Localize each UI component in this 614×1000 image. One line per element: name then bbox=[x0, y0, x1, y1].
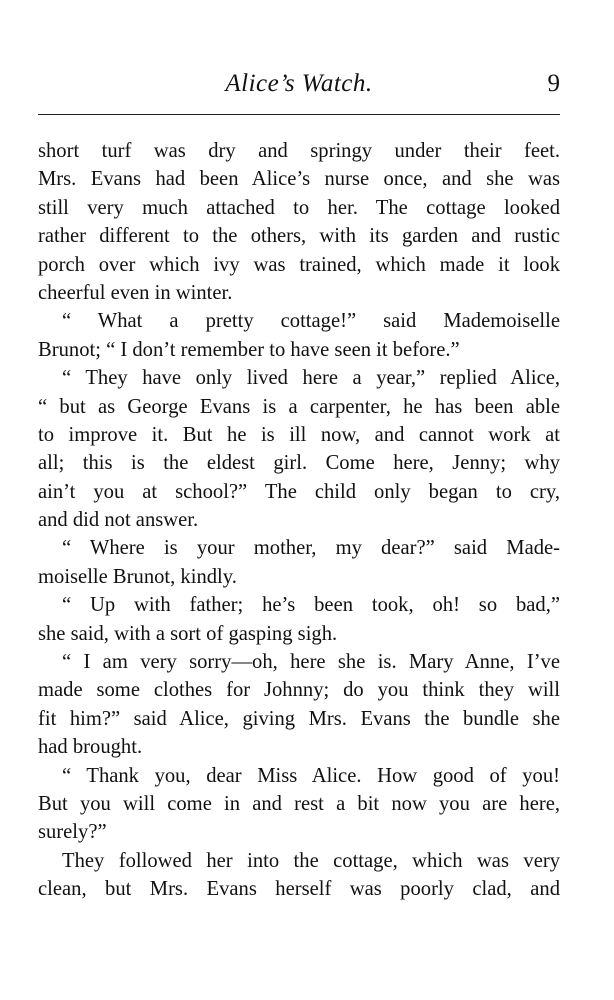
text-line: all; this is the eldest girl. Come here, Jenny; why bbox=[38, 452, 560, 475]
running-title: Alice’s Watch. bbox=[225, 70, 373, 97]
text-line: clean, but Mrs. Evans herself was poorly clad, and bbox=[38, 878, 560, 901]
body-text bbox=[38, 137, 560, 904]
text-line: ain’t you at school?” The child only began to cry, bbox=[38, 480, 560, 503]
text-line: rather different to the others, with its garden and rustic bbox=[38, 225, 560, 248]
page-number: 9 bbox=[547, 70, 560, 97]
text-line: Mrs. Evans had been Alice’s nurse once, and she was bbox=[38, 168, 560, 191]
text-line: to improve it. But he is ill now, and cannot work at bbox=[38, 423, 560, 446]
text-line: had brought. bbox=[38, 736, 143, 759]
text-line: “ Thank you, dear Miss Alice. How good of you! bbox=[62, 764, 560, 787]
text-line: still very much attached to her. The cottage looked bbox=[38, 196, 560, 219]
text-line: fit him?” said Alice, giving Mrs. Evans the bundle she bbox=[38, 707, 560, 730]
text-line: “ They have only lived here a year,” replied Alice, bbox=[62, 367, 560, 390]
text-line: cheerful even in winter. bbox=[38, 281, 233, 304]
text-line: “ I am very sorry—oh, here she is. Mary Anne, I’ve bbox=[62, 651, 560, 674]
text-line: moiselle Brunot, kindly. bbox=[38, 565, 237, 588]
text-line: “ What a pretty cottage!” said Mademoiselle bbox=[62, 310, 560, 333]
text-line: made some clothes for Johnny; do you think they will bbox=[38, 679, 560, 702]
text-line: she said, with a sort of gasping sigh. bbox=[38, 622, 338, 645]
header-rule bbox=[38, 114, 560, 115]
text-line: “ but as George Evans is a carpenter, he has been able bbox=[38, 395, 560, 418]
text-line: But you will come in and rest a bit now you are here, bbox=[38, 792, 560, 815]
text-line: “ Up with father; he’s been took, oh! so bad,” bbox=[62, 594, 560, 617]
text-line: short turf was dry and springy under their feet. bbox=[38, 140, 560, 162]
text-line: They followed her into the cottage, which was very bbox=[62, 849, 560, 872]
text-line: “ Where is your mother, my dear?” said Made- bbox=[62, 537, 560, 560]
text-line: and did not answer. bbox=[38, 509, 199, 532]
text-line: surely?” bbox=[38, 821, 107, 844]
text-line: Brunot; “ I don’t remember to have seen it before.” bbox=[38, 338, 460, 361]
page-header bbox=[38, 70, 560, 104]
text-line: porch over which ivy was trained, which made it look bbox=[38, 253, 560, 276]
